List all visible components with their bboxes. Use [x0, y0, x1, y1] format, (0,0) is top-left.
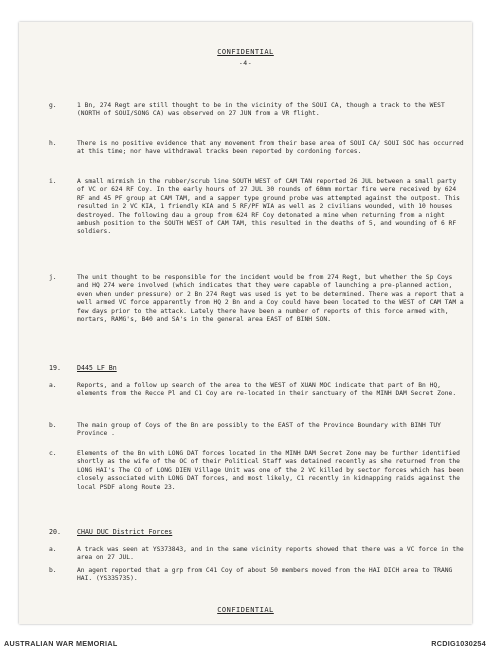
paragraph-text: There is no positive evidence that any movement from their base area of SOUI CA/ SOUI SOC has occurred at this time; nor have withdrawal tracks been reported by cordoning forces.: [77, 140, 464, 156]
document-page: [19, 22, 472, 624]
paragraph-mark: h.: [49, 140, 57, 147]
paragraph-text: 1 Bn, 274 Regt are still thought to be in the vicinity of the SOUI CA, though a track to the WEST (NORTH of SOUI/SONG CA) was observed on 27 JUN from a VR flight.: [77, 102, 445, 118]
paragraph-mark: a.: [49, 546, 57, 553]
paragraph-text: The unit thought to be responsible for the incident would be from 274 Regt, but whether the Sp Coys and HQ 274 were involved (which indicates that they were capable of launching a pre-planned action, even when under pressure) or 2 Bn 274 Regt was used is yet to be determined. There was a report that a well armed VC force apparently from HQ 2 Bn and a Coy could have been located to the WEST of CAM TAM a few days prior to the attack. Lately there have been a number of reports of this force armed with, mortars, RAMG's, B40 and SA's in the general area EAST of BINH SON.: [77, 274, 464, 324]
section-number: 20.: [49, 528, 61, 536]
paragraph-mark: j.: [49, 274, 57, 281]
section-title: D445 LF Bn: [77, 364, 117, 372]
archive-caption: AUSTRALIAN WAR MEMORIAL: [4, 639, 118, 648]
record-id-caption: RCDIG1030254: [431, 639, 486, 648]
section-number: 19.: [49, 364, 61, 372]
paragraph-mark: c.: [49, 450, 57, 457]
paragraph-text: The main group of Coys of the Bn are possibly to the EAST of the Province Boundary with BINH TUY Province .: [77, 422, 441, 438]
paragraph-text: Elements of the Bn with LONG DAT forces located in the MINH DAM Secret Zone may be further identified shortly as the wife of the OC of their Political Staff was detained recently as she returned from the LONG HAI's The CO of LONG DIEN Village Unit was one of the 2 VC killed by sector forces which has been closely associated with LONG DAT forces, and most likely, C1 recently in kidnapping raids against the local PSDF along Route 23.: [77, 450, 464, 491]
paragraph-text: Reports, and a follow up search of the area to the WEST of XUAN MOC indicate that part of Bn HQ, elements from the Recce Pl and C1 Coy are re-located in their sanctuary of the MINH DAM Secret Zone.: [77, 382, 457, 398]
paragraph-text: An agent reported that a grp from C41 Coy of about 50 members moved from the HAI DICH area to TRANG HAI. (YS335735).: [77, 567, 453, 583]
paragraph-mark: b.: [49, 422, 57, 429]
paragraph-text: A track was seen at YS373843, and in the same vicinity reports showed that there was a VC force in the area on 27 JUL.: [77, 546, 464, 562]
paragraph-mark: g.: [49, 102, 57, 109]
paragraph-mark: b.: [49, 567, 57, 574]
paragraph-text: A small mirmish in the rubber/scrub line SOUTH WEST of CAM TAN reported 26 JUL between a small party of VC or 624 RF Coy. In the early hours of 27 JUL 30 rounds of 60mm mortar fire were received by 624 RF and 45 PF group at CAM TAM, and a sapper type ground probe was attempted against the outpost. This resulted in 2 VC KIA, 1 friendly KIA and 5 RF/PF WIA as well as 2 civilians wounded, with 10 houses destroyed. The following dau a group from 624 RF Coy detonated a mine when returning from a night ambush position to the SOUTH WEST of CAM TAM, this resulted in the deaths of 5, and wounding of 6 RF soldiers.: [77, 178, 460, 236]
paragraph-mark: i.: [49, 178, 57, 185]
classification-footer: CONFIDENTIAL: [217, 606, 274, 614]
page-number: -4-: [238, 59, 253, 67]
section-title: CHAU DUC District Forces: [77, 528, 173, 536]
page-header: [19, 48, 472, 67]
paragraph-mark: a.: [49, 382, 57, 389]
classification-header: CONFIDENTIAL: [217, 48, 274, 56]
